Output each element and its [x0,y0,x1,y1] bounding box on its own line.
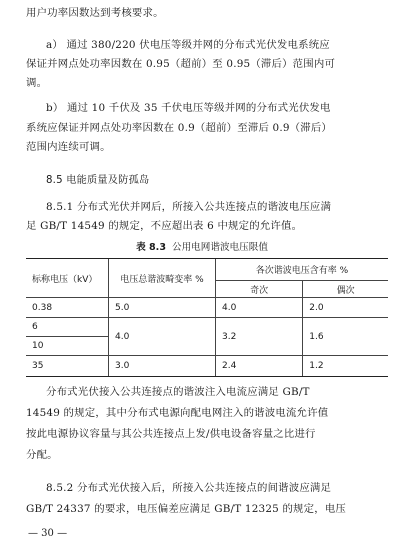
clause-8-5-1-line: 8.5.1 分布式光伏并网后，所接入公共连接点的谐波电压应满 [46,201,332,213]
cell-even: 1.2 [303,356,388,377]
table-row [26,356,388,377]
cell-odd: 4.0 [216,298,303,318]
cell-even: 2.0 [303,298,388,318]
header-odd: 奇次 [216,281,303,298]
paragraph-line: 分布式光伏接入公共连接点的谐波注入电流应满足 GB/T [46,386,310,398]
cell-voltage: 35 [26,356,109,377]
paragraph-line: 用户功率因数达到考核要求。 [26,7,164,19]
header-even: 偶次 [303,281,388,298]
paragraph-line: GB/T 24337 的要求，电压偏差应满足 GB/T 12325 的规定，电压 [26,503,346,515]
cell-odd: 3.2 [216,318,303,356]
header-thd: 电压总谐波畸变率 % [109,259,216,298]
paragraph-line: 范围内连续可调。 [26,141,111,153]
page-number: — 30 — [28,528,68,539]
paragraph-line: 按此电源协议容量与其公共连接点上发/供电设备容量之比进行 [26,428,316,440]
item-b-line: b） 通过 10 千伏及 35 千伏电压等级并网的分布式光伏发电 [46,102,331,114]
header-nominal-voltage: 标称电压（kV） [26,259,109,298]
paragraph-line: 系统应保证并网点处功率因数在 0.9（超前）至滞后 0.9（滞后） [26,122,333,134]
cell-thd: 4.0 [109,318,216,356]
paragraph-line: 调。 [26,77,48,89]
cell-voltage: 10 [26,337,109,356]
cell-thd: 5.0 [109,298,216,318]
cell-odd: 2.4 [216,356,303,377]
paragraph-line: 保证并网点处功率因数在 0.95（超前）至 0.95（滞后）范围内可 [26,58,336,70]
cell-even: 1.6 [303,318,388,356]
table-row [26,318,388,337]
cell-thd: 3.0 [109,356,216,377]
clause-8-5-2-line: 8.5.2 分布式光伏接入后，所接入公共连接点的间谐波应满足 [46,482,332,494]
cell-voltage: 6 [26,318,109,337]
table-caption [0,239,404,253]
table-title: 公用电网谐波电压限值 [172,242,268,253]
cell-voltage: 0.38 [26,298,109,318]
header-harmonic-content: 各次谐波电压含有率 % [216,259,389,281]
table-row [26,298,388,318]
paragraph-line: 14549 的规定，其中分布式电源向配电网注入的谐波电流允许值 [26,407,329,419]
paragraph-line: 足 GB/T 14549 的规定，不应超出表 6 中规定的允许值。 [26,220,303,232]
harmonic-voltage-table [26,258,388,377]
paragraph-line: 分配。 [26,449,58,461]
item-a-line: a） 通过 380/220 伏电压等级并网的分布式光伏发电系统应 [46,39,330,51]
section-heading: 8.5 电能质量及防孤岛 [46,175,150,186]
table-number: 表 8.3 [136,242,166,253]
